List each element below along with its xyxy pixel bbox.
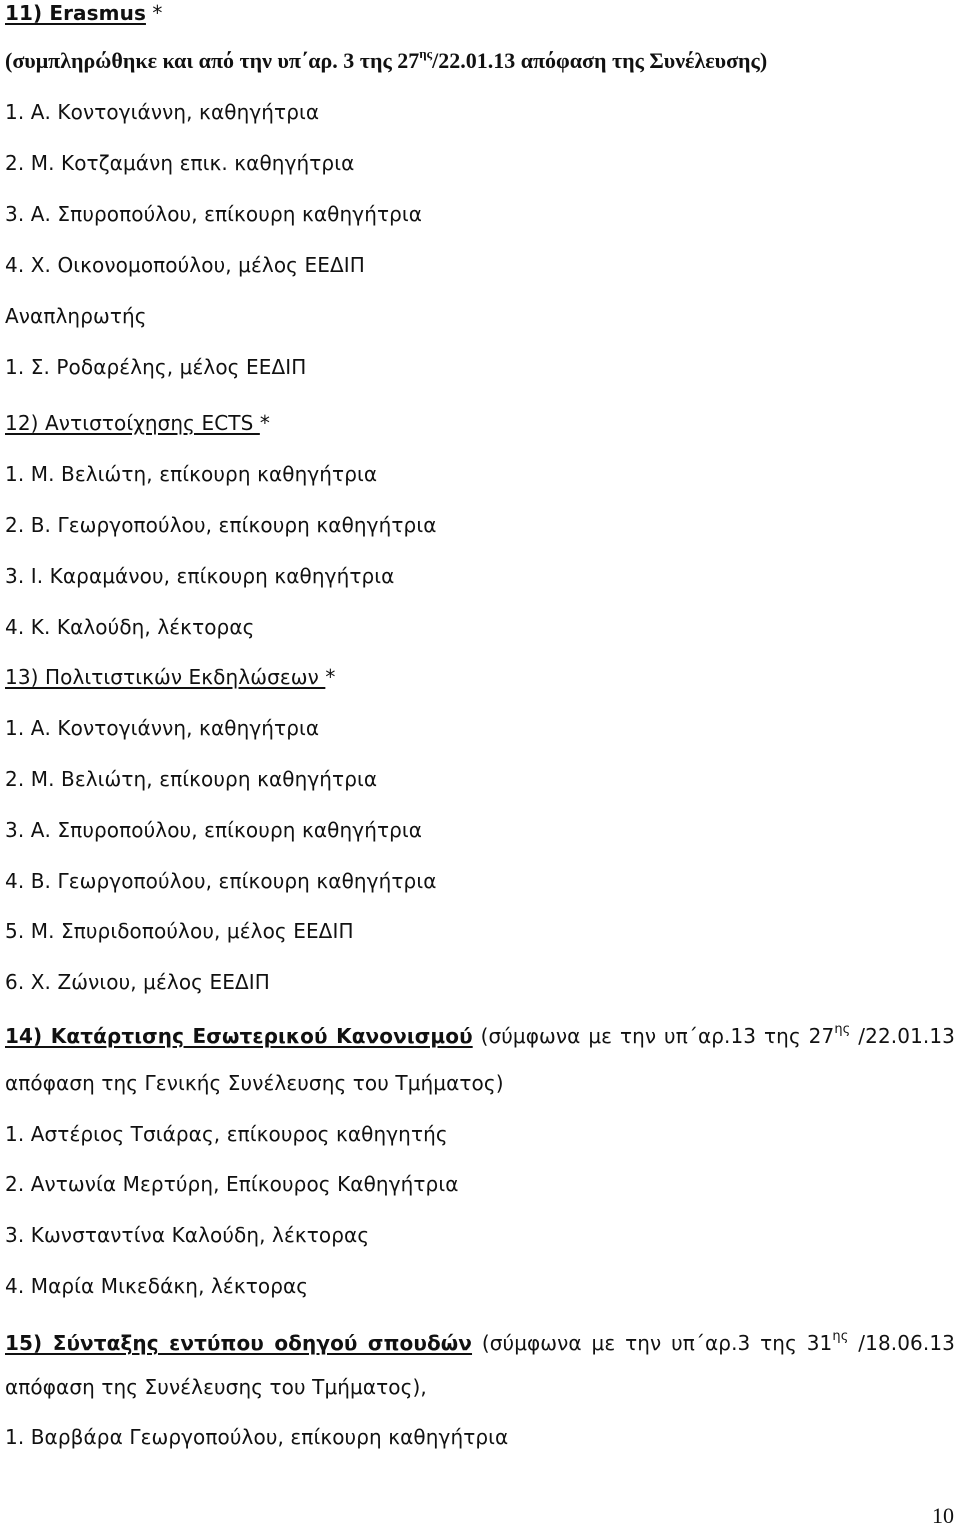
- section-12-member: 3. Ι. Καραμάνου, επίκουρη καθηγήτρια: [5, 564, 395, 588]
- section-14-title: 14) Κατάρτισης Εσωτερικού Κανονισμού: [5, 1024, 473, 1048]
- section-13-member: 2. Μ. Βελιώτη, επίκουρη καθηγήτρια: [5, 767, 378, 791]
- section-15-note-sup: ης: [832, 1329, 849, 1345]
- section-12-member: 1. Μ. Βελιώτη, επίκουρη καθηγήτρια: [5, 462, 378, 486]
- section-13-heading: [5, 664, 335, 690]
- section-11-note-a: (συμπληρώθηκε και από την υπ΄αρ. 3 της 27: [5, 48, 420, 73]
- section-11-member: 1. Α. Κοντογιάννη, καθηγήτρια: [5, 100, 320, 124]
- section-15-note-b: /18.06.13: [848, 1331, 955, 1355]
- section-13-member: 5. Μ. Σπυριδοπούλου, μέλος ΕΕΔΙΠ: [5, 919, 354, 943]
- section-14-note-line2: απόφαση της Γενικής Συνέλευσης του Τμήματος): [5, 1071, 504, 1095]
- section-12-member: 4. Κ. Καλούδη, λέκτορας: [5, 615, 255, 639]
- section-13-star: *: [325, 665, 336, 689]
- section-11-heading: [5, 0, 163, 26]
- section-11-alternate: 1. Σ. Ροδαρέλης, μέλος ΕΕΔΙΠ: [5, 355, 307, 379]
- section-11-note: [5, 45, 768, 74]
- section-11-member: 4. Χ. Οικονομοπούλου, μέλος ΕΕΔΙΠ: [5, 253, 365, 277]
- section-11-title: 11) Erasmus: [5, 1, 146, 25]
- section-13-member: 4. Β. Γεωργοπούλου, επίκουρη καθηγήτρια: [5, 869, 437, 893]
- section-15-heading: [5, 1330, 955, 1356]
- section-12-star: *: [259, 411, 270, 435]
- section-14-note-b: /22.01.13: [850, 1024, 955, 1048]
- section-14-member: 3. Κωνσταντίνα Καλούδη, λέκτορας: [5, 1223, 370, 1247]
- section-11-member: 2. Μ. Κοτζαμάνη επικ. καθηγήτρια: [5, 151, 355, 175]
- section-11-note-b: /22.01.13 απόφαση της Συνέλευσης): [432, 48, 768, 73]
- section-14-heading: [5, 1023, 955, 1049]
- section-14-member: 4. Μαρία Μικεδάκη, λέκτορας: [5, 1274, 309, 1298]
- section-14-member: 2. Αντωνία Μερτύρη, Επίκουρος Καθηγήτρια: [5, 1172, 459, 1196]
- section-11-member: 3. Α. Σπυροπούλου, επίκουρη καθηγήτρια: [5, 202, 423, 226]
- section-15-note-a: (σύμφωνα με την υπ΄αρ.3 της 31: [472, 1331, 833, 1355]
- section-13-title: 13) Πολιτιστικών Εκδηλώσεων: [5, 665, 326, 689]
- page-number: 10: [932, 1503, 954, 1528]
- section-13-member: 3. Α. Σπυροπούλου, επίκουρη καθηγήτρια: [5, 818, 423, 842]
- section-14-note-sup: ης: [834, 1022, 851, 1038]
- section-11-alternates-label: Αναπληρωτής: [5, 304, 147, 328]
- section-12-heading: [5, 410, 270, 436]
- section-11-star: *: [145, 1, 163, 25]
- section-14-member: 1. Αστέριος Τσιάρας, επίκουρος καθηγητής: [5, 1122, 448, 1146]
- section-15-note-line2: απόφαση της Συνέλευσης του Τμήματος),: [5, 1375, 427, 1399]
- section-12-member: 2. Β. Γεωργοπούλου, επίκουρη καθηγήτρια: [5, 513, 437, 537]
- section-15-member: 1. Βαρβάρα Γεωργοπούλου, επίκουρη καθηγήτρια: [5, 1425, 509, 1449]
- section-13-member: 1. Α. Κοντογιάννη, καθηγήτρια: [5, 716, 320, 740]
- section-12-title: 12) Αντιστοίχησης ECTS: [5, 411, 260, 435]
- section-11-note-sup: ης: [419, 45, 433, 61]
- section-14-note-a: (σύμφωνα με την υπ΄αρ.13 της 27: [472, 1024, 835, 1048]
- section-15-title: 15) Σύνταξης εντύπου οδηγού σπουδών: [5, 1331, 473, 1355]
- section-13-member: 6. Χ. Ζώνιου, μέλος ΕΕΔΙΠ: [5, 970, 270, 994]
